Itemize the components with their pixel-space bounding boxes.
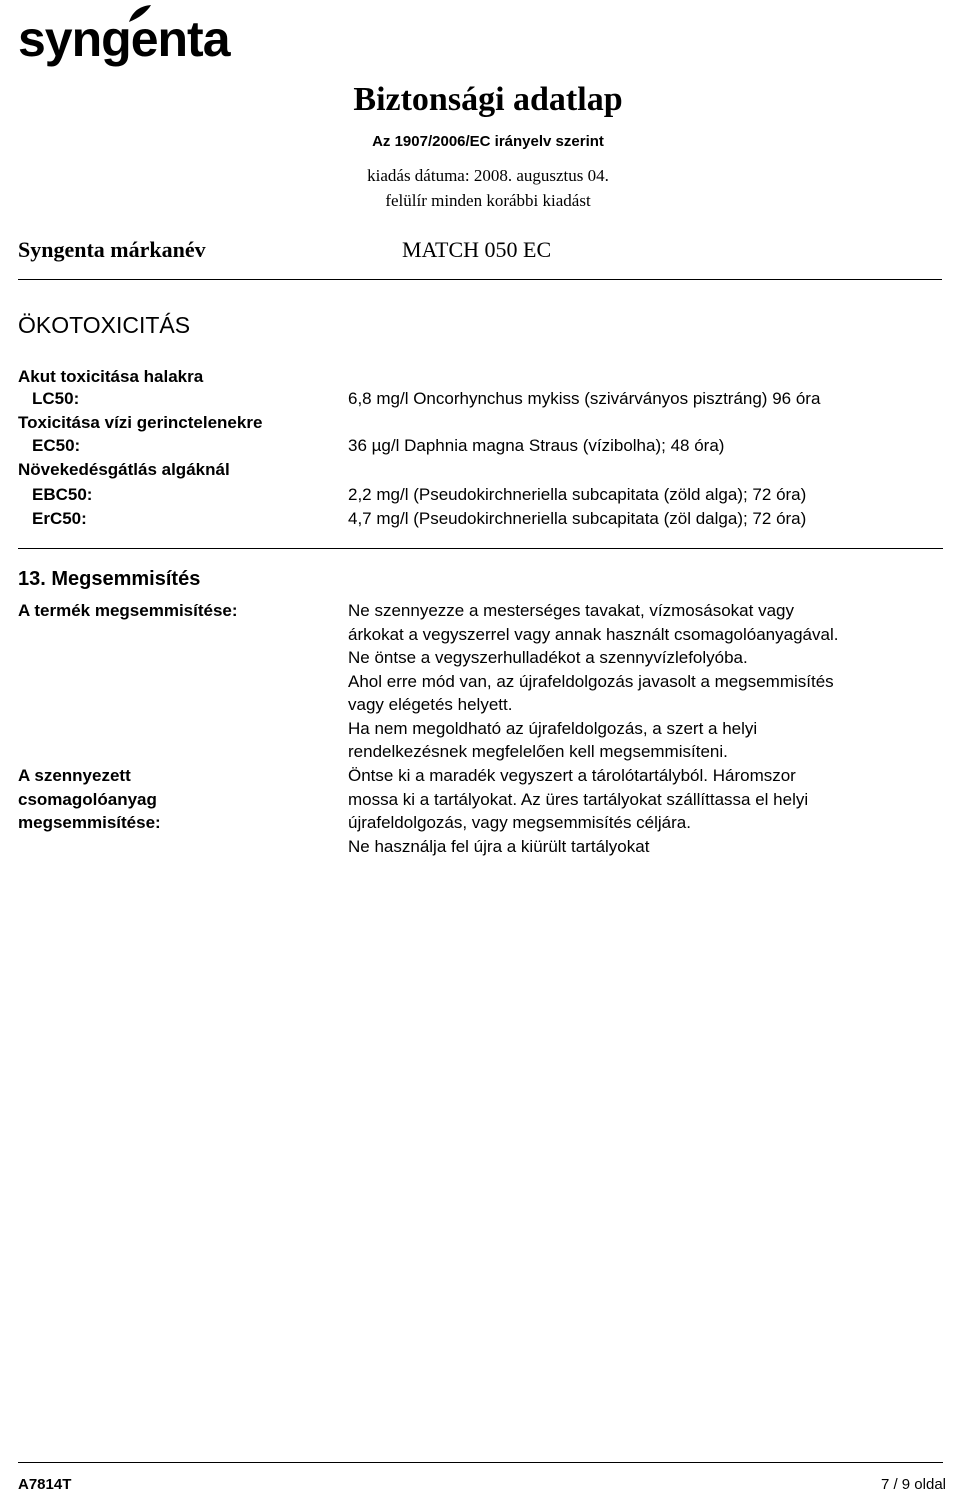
disposal-section-title: 13. Megsemmisítés	[18, 568, 201, 590]
algae-heading: Növekedésgátlás algáknál	[18, 460, 230, 479]
text-line: Öntse ki a maradék vegyszert a tárolótartályból. Háromszor	[348, 766, 796, 785]
invertebrates-heading: Toxicitása vízi gerinctelenekre	[18, 413, 263, 432]
label-line: csomagolóanyag	[18, 789, 157, 809]
product-disposal-text	[348, 599, 838, 764]
ecotoxicity-title: ÖKOTOXICITÁS	[18, 312, 191, 338]
text-line: mossa ki a tartályokat. Az üres tartályokat szállíttassa el helyi	[348, 789, 809, 809]
algae-erc50-value: 4,7 mg/l (Pseudokirchneriella subcapitata (zöl dalga); 72 óra)	[348, 509, 807, 528]
text-line: rendelkezésnek megfelelően kell megsemmisíteni.	[348, 742, 728, 761]
text-line: árkokat a vegyszerrel vagy annak használt csomagolóanyagával.	[348, 624, 839, 644]
logo-wordmark: syngenta	[18, 11, 230, 67]
algae-erc50-label: ErC50:	[32, 509, 87, 528]
text-line: Ahol erre mód van, az újrafeldolgozás javasolt a megsemmisítés	[348, 671, 834, 691]
text-line: Ha nem megoldható az újrafeldolgozás, a szert a helyi	[348, 718, 758, 738]
invertebrates-ec50-value: 36 µg/l Daphnia magna Straus (vízibolha); 48 óra)	[348, 436, 725, 455]
fish-lc50-value: 6,8 mg/l Oncorhynchus mykiss (szivárványos pisztráng) 96 óra	[348, 389, 821, 408]
document-title: Biztonsági adatlap	[353, 81, 623, 118]
algae-ebc50-label: EBC50:	[32, 485, 93, 504]
label-line: A szennyezett	[18, 766, 131, 785]
syngenta-logo	[18, 4, 228, 74]
fish-lc50-label: LC50:	[32, 389, 80, 408]
issue-date: kiadás dátuma: 2008. augusztus 04.	[367, 166, 609, 185]
packaging-disposal-text	[348, 764, 808, 858]
section-divider	[18, 548, 943, 549]
invertebrates-ec50-label: EC50:	[32, 436, 81, 455]
header-divider	[18, 279, 942, 280]
regulation-reference: Az 1907/2006/EC irányelv szerint	[372, 133, 604, 150]
product-disposal-label: A termék megsemmisítése:	[18, 601, 238, 620]
text-line: Ne használja fel újra a kiürült tartályokat	[348, 836, 650, 856]
brand-label: Syngenta márkanév	[18, 237, 206, 262]
footer-divider	[18, 1462, 943, 1463]
product-name: MATCH 050 EC	[402, 237, 552, 262]
document-code: A7814T	[18, 1476, 72, 1493]
supersedes-note: felülír minden korábbi kiadást	[385, 191, 591, 210]
algae-ebc50-value: 2,2 mg/l (Pseudokirchneriella subcapitata (zöld alga); 72 óra)	[348, 485, 807, 504]
text-line: vagy elégetés helyett.	[348, 695, 513, 714]
leaf-icon	[127, 4, 153, 24]
text-line: újrafeldolgozás, vagy megsemmisítés céljára.	[348, 813, 691, 832]
text-line: Ne öntse a vegyszerhulladékot a szennyvízlefolyóba.	[348, 648, 748, 667]
text-line: Ne szennyezze a mesterséges tavakat, vízmosásokat vagy	[348, 601, 794, 620]
label-line: megsemmisítése:	[18, 813, 161, 832]
page-number: 7 / 9 oldal	[880, 1476, 946, 1493]
packaging-disposal-label	[18, 764, 161, 835]
fish-heading: Akut toxicitása halakra	[18, 367, 204, 386]
